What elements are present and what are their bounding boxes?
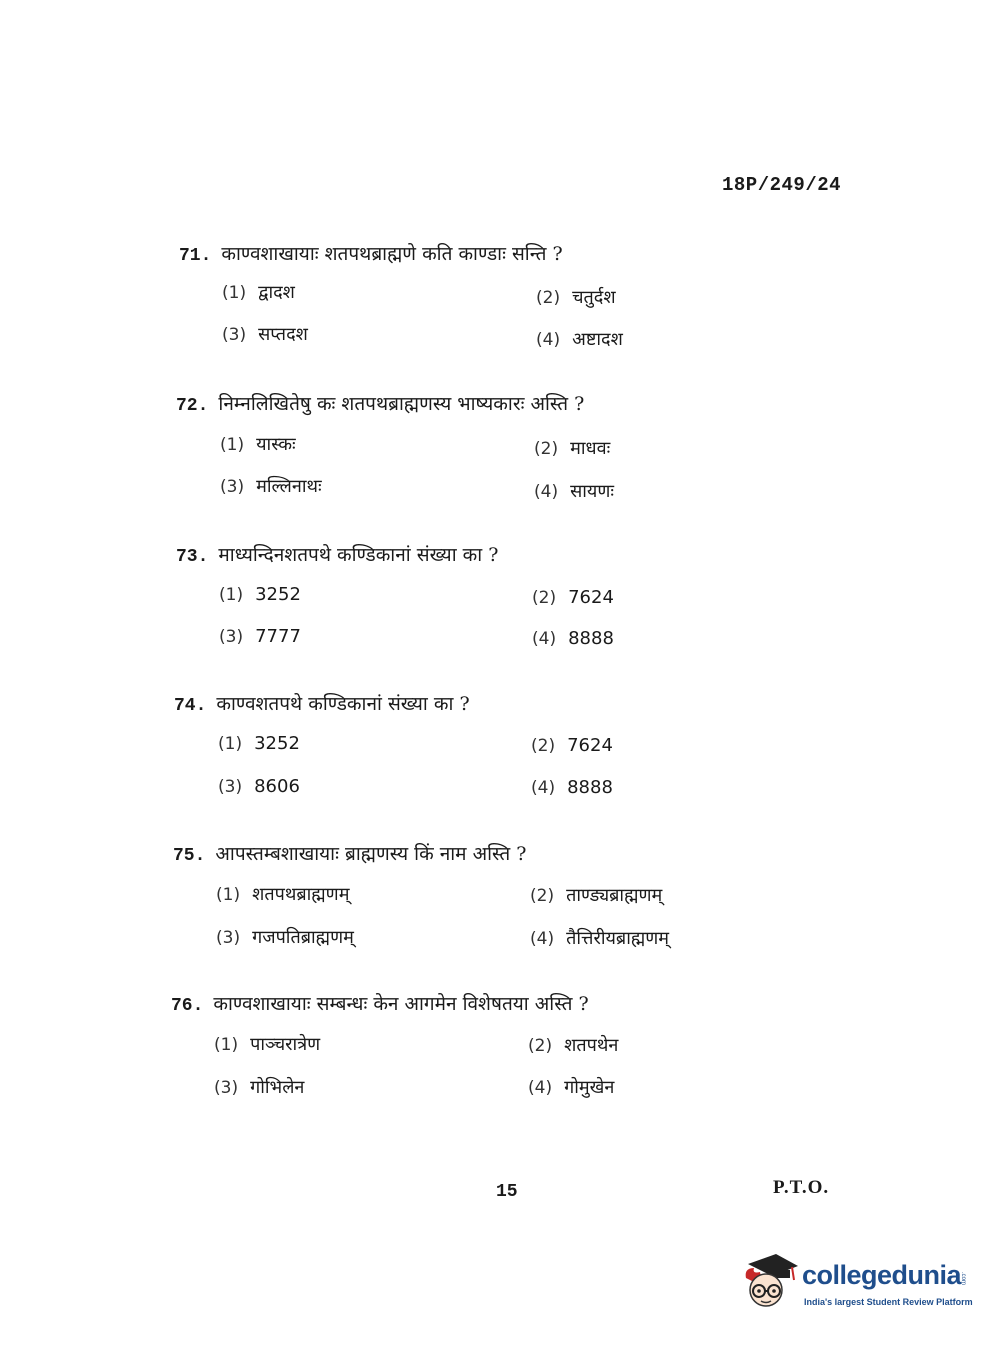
- option-text: चतुर्दश: [572, 287, 616, 308]
- option-text: 8888: [568, 628, 614, 649]
- pto-label: P.T.O.: [773, 1177, 830, 1198]
- option-number: (4): [528, 1078, 553, 1098]
- collegedunia-watermark: [742, 1250, 972, 1320]
- question-75: [0, 840, 1001, 970]
- option-text: 7624: [568, 587, 614, 608]
- option-number: (2): [530, 886, 555, 906]
- question-74: [0, 690, 1001, 820]
- option-text: तैत्तिरीयब्राह्मणम्: [566, 928, 670, 949]
- option-number: (4): [534, 482, 559, 502]
- option-text: द्वादश: [258, 282, 295, 303]
- option-number: (2): [528, 1036, 553, 1056]
- option-1: [218, 733, 300, 754]
- option-number: (3): [222, 325, 247, 345]
- option-number: (3): [219, 627, 244, 647]
- option-text: मल्लिनाथः: [256, 476, 322, 497]
- question-number: 74.: [174, 696, 207, 716]
- option-number: (4): [530, 929, 555, 949]
- option-text: सायणः: [570, 481, 615, 502]
- option-number: (4): [531, 778, 556, 798]
- question-number: 71.: [179, 246, 212, 266]
- student-mascot-icon: [742, 1250, 800, 1312]
- option-4: [530, 926, 669, 950]
- option-text: 8606: [254, 776, 300, 797]
- option-number: (3): [216, 928, 241, 948]
- option-2: [530, 883, 662, 907]
- question-stem: [174, 690, 470, 716]
- option-number: (1): [216, 885, 241, 905]
- logo-wordmark: collegedunia: [802, 1260, 962, 1290]
- question-stem: [179, 240, 563, 266]
- option-text: गोभिलेन: [250, 1077, 305, 1098]
- option-number: (4): [536, 330, 561, 350]
- question-72: [0, 390, 1001, 520]
- option-2: [536, 285, 616, 309]
- option-3: [214, 1075, 304, 1099]
- question-text: निम्नलिखितेषु कः शतपथब्राह्मणस्य भाष्यकारः अस्ति ?: [218, 393, 585, 415]
- question-stem: [176, 390, 584, 416]
- option-3: [220, 474, 322, 498]
- option-number: (2): [532, 588, 557, 608]
- option-1: [219, 584, 301, 605]
- page-number: 15: [496, 1182, 518, 1202]
- option-number: (1): [222, 283, 247, 303]
- option-number: (2): [531, 736, 556, 756]
- option-text: शतपथब्राह्मणम्: [252, 884, 350, 905]
- option-text: यास्कः: [256, 434, 296, 455]
- question-stem: [176, 541, 498, 567]
- question-number: 72.: [176, 396, 209, 416]
- option-text: 8888: [567, 777, 613, 798]
- option-2: [528, 1033, 618, 1057]
- option-3: [219, 626, 301, 647]
- option-3: [218, 776, 300, 797]
- option-1: [222, 280, 295, 304]
- option-text: ताण्ड्यब्राह्मणम्: [566, 885, 663, 906]
- option-number: (3): [220, 477, 245, 497]
- question-stem: [173, 840, 526, 866]
- option-number: (1): [218, 734, 243, 754]
- option-text: 3252: [254, 733, 300, 754]
- option-number: (4): [532, 629, 557, 649]
- question-text: काण्वशतपथे कण्डिकानां संख्या का ?: [216, 693, 470, 715]
- option-2: [534, 436, 610, 460]
- question-text: आपस्तम्बशाखायाः ब्राह्मणस्य किं नाम अस्ति ?: [215, 843, 527, 865]
- question-71: [0, 240, 1001, 370]
- option-text: गजपतिब्राह्मणम्: [252, 927, 354, 948]
- option-text: 7777: [255, 626, 301, 647]
- option-text: 7624: [567, 735, 613, 756]
- option-4: [528, 1075, 614, 1099]
- option-4: [531, 777, 613, 798]
- option-text: गोमुखेन: [564, 1077, 615, 1098]
- question-number: 73.: [176, 547, 209, 567]
- option-text: माधवः: [570, 438, 611, 459]
- option-3: [216, 925, 354, 949]
- option-1: [220, 432, 296, 456]
- question-text: माध्यन्दिनशतपथे कण्डिकानां संख्या का ?: [218, 544, 499, 566]
- option-number: (1): [220, 435, 245, 455]
- option-1: [214, 1032, 320, 1056]
- paper-code: 18P/249/24: [722, 174, 842, 196]
- option-text: 3252: [255, 584, 301, 605]
- option-text: अष्टादश: [572, 329, 623, 350]
- option-number: (2): [534, 439, 559, 459]
- option-number: (2): [536, 288, 561, 308]
- option-number: (3): [218, 777, 243, 797]
- question-number: 75.: [173, 846, 206, 866]
- logo-tagline: India's largest Student Review Platform: [804, 1297, 973, 1307]
- option-4: [534, 479, 614, 503]
- question-73: [0, 541, 1001, 671]
- question-stem: [171, 990, 589, 1016]
- question-text: काण्वशाखायाः शतपथब्राह्मणे कति काण्डाः सन्ति ?: [221, 243, 563, 265]
- option-number: (1): [214, 1035, 239, 1055]
- question-text: काण्वशाखायाः सम्बन्धः केन आगमेन विशेषतया अस्ति ?: [213, 993, 589, 1015]
- option-number: (3): [214, 1078, 239, 1098]
- option-4: [532, 628, 614, 649]
- option-text: सप्तदश: [258, 324, 308, 345]
- question-76: [0, 990, 1001, 1120]
- option-2: [531, 735, 613, 756]
- option-text: शतपथेन: [564, 1035, 619, 1056]
- option-number: (1): [219, 585, 244, 605]
- option-3: [222, 322, 308, 346]
- option-2: [532, 587, 614, 608]
- logo-domain-suffix: .com: [960, 1272, 966, 1286]
- option-text: पाञ्चरात्रेण: [250, 1034, 321, 1055]
- option-1: [216, 882, 349, 906]
- option-4: [536, 327, 623, 351]
- question-number: 76.: [171, 996, 204, 1016]
